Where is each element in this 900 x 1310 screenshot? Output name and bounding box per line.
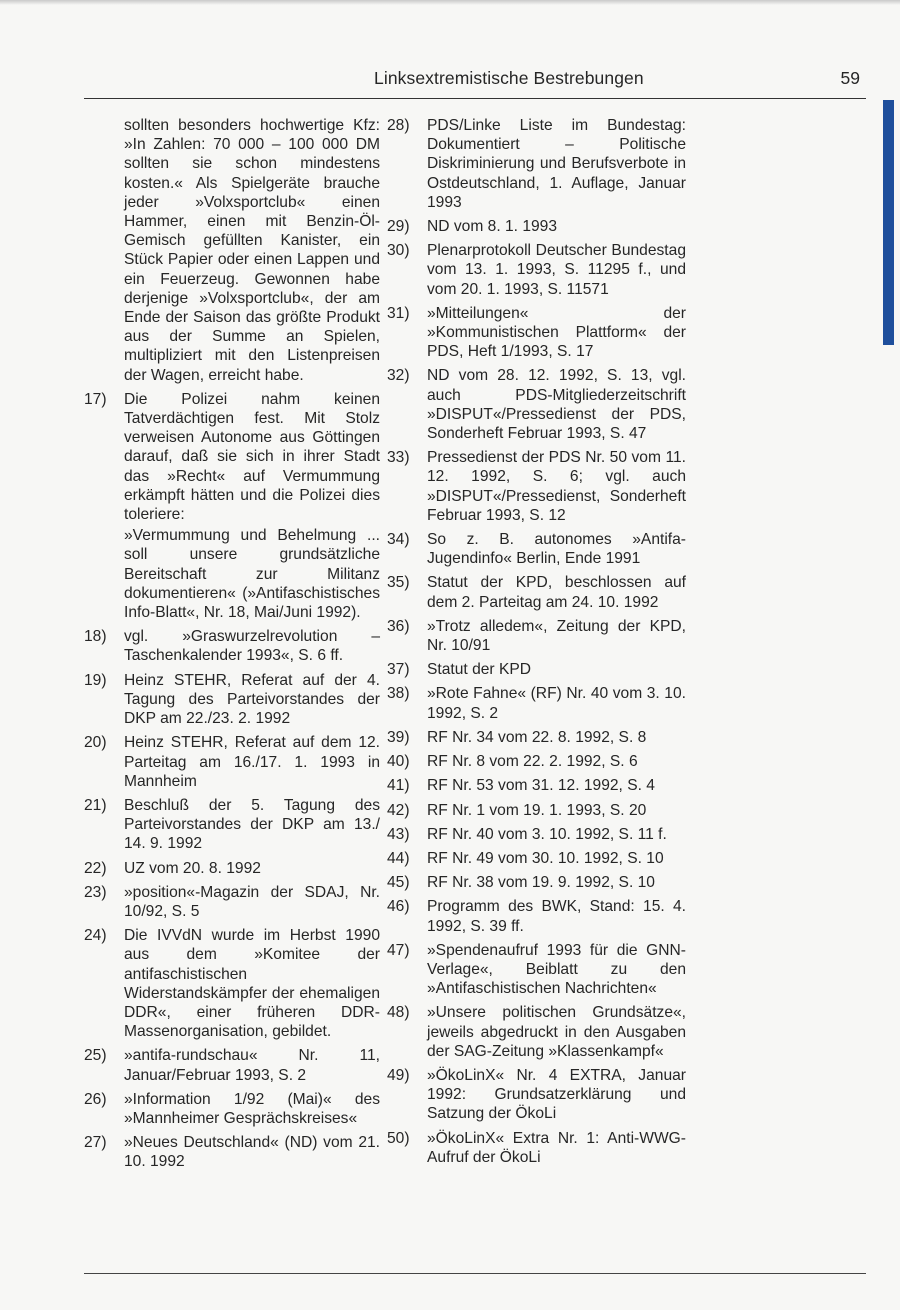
footnote-number: 43) [387,825,410,843]
footnote-text: ND vom 8. 1. 1993 [427,218,558,236]
footnote-41 [387,776,686,795]
right-column [387,116,686,1172]
footnote-number: 23) [84,883,107,901]
page-number: 59 [840,68,860,88]
footnote-33 [387,448,686,525]
footnote-28 [387,116,686,212]
footnote-number: 29) [387,218,410,236]
footnote-text: Statut der KPD, beschlossen auf dem 2. Parteitag am 24. 10. 1992 [427,574,686,611]
footnote-35 [387,573,686,611]
footnote-number: 50) [387,1129,410,1147]
footnote-text: »Information 1/92 (Mai)« des »Mannheimer Gesprächskreises« [124,1090,380,1127]
footnote-30 [387,241,686,299]
footnote-number: 36) [387,617,410,635]
footnote-43 [387,825,686,844]
footnote-number: 34) [387,531,410,549]
footnote-text: Heinz STEHR, Referat auf dem 12. Parteitag am 16./17. 1. 1993 in Mannheim [124,734,380,790]
footnote-text [124,390,380,622]
footnote-48 [387,1003,686,1061]
footnote-number: 17) [84,390,107,408]
footnote-text: Heinz STEHR, Referat auf der 4. Tagung des Parteivorstandes der DKP am 22./23. 2. 1992 [124,671,380,728]
footnote-number: 22) [84,859,107,877]
footnote-text: Pressedienst der PDS Nr. 50 vom 11. 12. 1992, S. 6; vgl. auch »DISPUT«/Pressedienst, Sonderheft Februar 1993, S. 12 [427,449,686,524]
footnote-number: 47) [387,941,410,959]
footnote-text: »antifa-rundschau« Nr. 11, Januar/Februar 1993, S. 2 [124,1047,380,1084]
footnote-36 [387,617,686,655]
footnote-46 [387,897,686,935]
footnote-18 [84,627,380,665]
footnote-text: »Rote Fahne« (RF) Nr. 40 vom 3. 10. 1992, S. 2 [427,685,686,722]
footnote-continuation: sollten besonders hochwertige Kfz: »In Zahlen: 70 000 – 100 000 DM sollten sie schon mindestens kosten.« Als Spielgeräte brauche jeder »Volxsportclub« einen Hammer, einen mit Benzin-Öl-Gemisch gefüllten Kanister, ein Stück Papier oder einen Lappen und ein Feuerzeug. Gewonnen habe derjenige »Volxsportclub«, der am Ende der Saison das größte Produkt aus der Summe an Spielen, multipliziert mit den Listenpreisen der Wagen, erreicht habe. [124,117,380,384]
footnote-number: 25) [84,1047,107,1065]
footnote-text: RF Nr. 49 vom 30. 10. 1992, S. 10 [427,849,664,867]
footnote-text: »Mitteilungen« der »Kommunistischen Plattform« der PDS, Heft 1/1993, S. 17 [427,304,686,361]
chapter-marker-bar [883,100,894,345]
footnote-text: Programm des BWK, Stand: 15. 4. 1992, S. 39 ff. [427,898,686,935]
footnote-text: PDS/Linke Liste im Bundestag: Dokumentiert – Politische Diskriminierung und Berufsverbote in Ostdeutschland, 1. Auflage, Januar 1993 [427,117,686,211]
footnote-38 [387,684,686,722]
footnote-number: 32) [387,367,410,385]
footnote-text: UZ vom 20. 8. 1992 [124,859,261,877]
footer-rule [84,1273,866,1274]
footnote-22 [84,859,380,878]
footnote-number: 44) [387,849,410,867]
running-header-title: Linksextremistische Bestrebungen [374,68,644,88]
footnote-20 [84,733,380,791]
footnote-number: 19) [84,671,107,689]
footnote-text: RF Nr. 38 vom 19. 9. 1992, S. 10 [427,874,655,892]
footnote-text: RF Nr. 34 vom 22. 8. 1992, S. 8 [427,728,647,746]
footnote-27 [84,1133,380,1171]
footnote-text: RF Nr. 53 vom 31. 12. 1992, S. 4 [427,777,655,795]
footnote-text: RF Nr. 40 vom 3. 10. 1992, S. 11 f. [427,825,667,843]
footnote-text: Die IVVdN wurde im Herbst 1990 aus dem »Komitee der antifaschistischen Widerstandskämpfer der ehemaligen DDR«, einer früheren DDR-Massenorganisation, gebildet. [124,927,380,1041]
footnote-37 [387,660,686,679]
footnote-44 [387,849,686,868]
footnote-number: 46) [387,898,410,916]
footnote-number: 20) [84,734,107,752]
footnote-23 [84,883,380,921]
footnote-number: 27) [84,1134,107,1152]
footnote-number: 48) [387,1004,410,1022]
footnote-text: vgl. »Graswurzelrevolution – Taschenkalender 1993«, S. 6 ff. [124,628,380,665]
footnote-text: »ÖkoLinX« Nr. 4 EXTRA, Januar 1992: Grundsatzerklärung und Satzung der ÖkoLi [427,1066,686,1123]
footnote-number: 37) [387,661,410,679]
footnote-text: Beschluß der 5. Tagung des Parteivorstandes der DKP am 13./ 14. 9. 1992 [124,796,380,853]
footnote-34 [387,530,686,568]
footnote-19 [84,671,380,729]
footnote-text-part1: Die Polizei nahm keinen Tatverdächtigen fest. Mit Stolz verweisen Autonome aus Göttingen darauf, daß sie sich in ihrer Stadt das »Recht« auf Vermummung erkämpft hätten und die Polizei dies toleriere: [124,390,380,524]
footnote-number: 42) [387,801,410,819]
footnote-text: »Trotz alledem«, Zeitung der KPD, Nr. 10/91 [427,617,686,655]
footnote-31 [387,304,686,362]
footnote-25 [84,1046,380,1084]
footnote-text-quote: »Vermummung und Behelmung ... soll unsere grundsätzliche Bereitschaft zur Militanz dokumentieren« (»Antifaschistisches Info-Blatt«, Nr. 18, Mai/Juni 1992). [124,527,380,622]
footnote-number: 40) [387,753,410,771]
footnote-number: 33) [387,449,410,467]
footnote-number: 21) [84,796,107,814]
scan-top-edge [0,0,900,5]
footnote-text: »Unsere politischen Grundsätze«, jeweils abgedruckt in den Ausgaben der SAG-Zeitung »Klassenkampf« [427,1004,686,1060]
footnote-number: 31) [387,304,410,322]
footnote-21 [84,796,380,854]
running-header [84,68,866,96]
footnote-32 [387,366,686,443]
left-column [84,116,380,1177]
footnote-29 [387,217,686,236]
footnote-text: RF Nr. 1 vom 19. 1. 1993, S. 20 [427,801,647,819]
footnote-text: »ÖkoLinX« Extra Nr. 1: Anti-WWG-Aufruf der ÖkoLi [427,1129,686,1166]
footnote-number: 24) [84,927,107,945]
footnote-number: 26) [84,1090,107,1108]
footnote-text: »Neues Deutschland« (ND) vom 21. 10. 1992 [124,1134,380,1171]
footnote-number: 28) [387,117,410,134]
footnote-text: »Spendenaufruf 1993 für die GNN-Verlage«, Beiblatt zu den »Antifaschistischen Nachrichten« [427,941,686,998]
footnote-40 [387,752,686,771]
footnote-number: 45) [387,874,410,892]
footnote-number: 39) [387,728,410,746]
header-rule [84,98,866,99]
footnote-26 [84,1090,380,1128]
footnote-text: Statut der KPD [427,661,532,679]
footnote-number: 30) [387,242,410,260]
footnote-number: 41) [387,777,410,795]
footnote-text: Plenarprotokoll Deutscher Bundestag vom 13. 1. 1993, S. 11295 f., und vom 20. 1. 1993, S. 11571 [427,242,686,298]
footnote-49 [387,1066,686,1124]
footnote-47 [387,941,686,999]
footnote-number: 38) [387,685,410,703]
footnote-text: So z. B. autonomes »Antifa-Jugendinfo« Berlin, Ende 1991 [427,531,686,568]
footnote-text: RF Nr. 8 vom 22. 2. 1992, S. 6 [427,753,638,771]
footnote-number: 18) [84,628,107,646]
footnote-number: 35) [387,574,410,592]
footnote-text: ND vom 28. 12. 1992, S. 13, vgl. auch PDS-Mitgliederzeitschrift »DISPUT«/Pressedienst der PDS, Sonderheft Februar 1993, S. 47 [427,367,686,443]
footnote-39 [387,728,686,747]
footnote-50 [387,1129,686,1167]
footnote-number: 49) [387,1066,410,1084]
footnote-24 [84,926,380,1041]
footnote-17 [84,390,380,622]
footnote-45 [387,873,686,892]
footnote-text: »position«-Magazin der SDAJ, Nr. 10/92, S. 5 [124,883,380,920]
footnote-42 [387,801,686,820]
